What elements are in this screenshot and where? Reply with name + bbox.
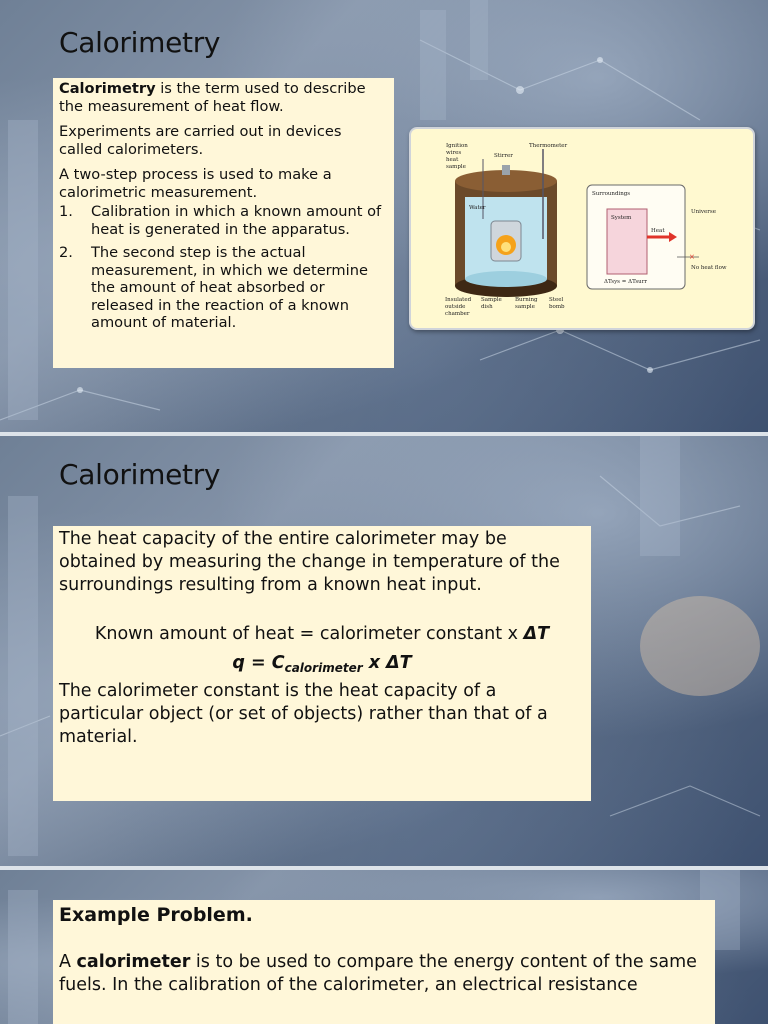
slide-title: Calorimetry (59, 458, 221, 491)
label-no-heat: No heat flow (691, 265, 727, 271)
text-a: A (59, 952, 77, 972)
label-sample-dish-2: dish (481, 304, 493, 310)
text-rest: is to be used to compare the energy content of the same fuels. In the calibration of the calorimeter, an electrical resistance (59, 952, 697, 995)
label-thermometer: Thermometer (529, 143, 568, 149)
formula-text: Known amount of heat = calorimeter constant x (94, 624, 524, 644)
label-steel-2: bomb (549, 304, 565, 310)
formula-q-lhs: q = C (232, 653, 285, 673)
label-ignition-1: Ignition (446, 143, 468, 149)
slide-1 (0, 0, 768, 432)
slide-2 (0, 436, 768, 866)
slide-title: Calorimetry (59, 26, 221, 59)
intro-text: is the term used to describe the measurement of heat flow. (59, 80, 366, 115)
label-temps: ΔTsys = ΔTsurr (604, 279, 647, 285)
content-box (53, 78, 394, 368)
constant-paragraph: The calorimeter constant is the heat capacity of a particular object (or set of objects) rather than that of a material. (59, 681, 548, 747)
devices-paragraph: Experiments are carried out in devices called calorimeters. (59, 123, 342, 158)
list-item (59, 244, 388, 332)
formula-known-heat (59, 623, 585, 646)
label-ignition-2: wires (446, 150, 462, 156)
intro-paragraph (59, 80, 388, 115)
example-heading: Example Problem. (59, 904, 253, 926)
label-ignition-3: heat (446, 157, 459, 163)
label-universe: Universe (691, 209, 717, 215)
formula-q-rhs: x ΔT (362, 653, 412, 673)
calorimeter-figure (409, 127, 755, 330)
label-burning-2: sample (515, 304, 535, 310)
steps-list (59, 203, 388, 332)
label-ignition-4: sample (446, 164, 466, 170)
label-insulated-2: outside (445, 304, 466, 310)
label-stirrer: Stirrer (494, 153, 513, 159)
label-water: Water (469, 205, 486, 211)
label-burning-1: Burning (515, 297, 538, 303)
list-text: The second step is the actual measurement, in which we determine the amount of heat absorbed or released in the reaction of a known amount of material. (91, 244, 368, 331)
label-steel-1: Steel (549, 297, 564, 303)
formula-subscript: calorimeter (284, 661, 363, 675)
content-box (53, 900, 715, 1024)
content-box (53, 526, 591, 801)
label-insulated-3: chamber (445, 311, 470, 317)
formula-q (59, 652, 585, 680)
slide-3 (0, 870, 768, 1024)
label-system: System (611, 215, 632, 221)
label-sample-dish-1: Sample (481, 297, 502, 303)
list-text: Calibration in which a known amount of heat is generated in the apparatus. (91, 203, 382, 238)
calorimeter-diagram (411, 129, 753, 328)
list-item (59, 203, 388, 238)
label-insulated-1: Insulated (445, 297, 472, 303)
no-heat-x-icon: × (689, 253, 695, 261)
term-calorimetry: Calorimetry (59, 80, 156, 97)
list-number: 2. (59, 244, 73, 261)
intro-paragraph: The heat capacity of the entire calorimeter may be obtained by measuring the change in temperature of the surroundings resulting from a known heat input. (59, 529, 560, 595)
term-calorimeter: calorimeter (76, 952, 191, 972)
delta-t: ΔT (523, 624, 550, 644)
process-paragraph: A two-step process is used to make a calorimetric measurement. (59, 166, 332, 201)
list-number: 1. (59, 203, 73, 220)
example-paragraph (59, 951, 709, 997)
label-heat: Heat (651, 228, 665, 234)
label-surroundings: Surroundings (592, 191, 631, 197)
